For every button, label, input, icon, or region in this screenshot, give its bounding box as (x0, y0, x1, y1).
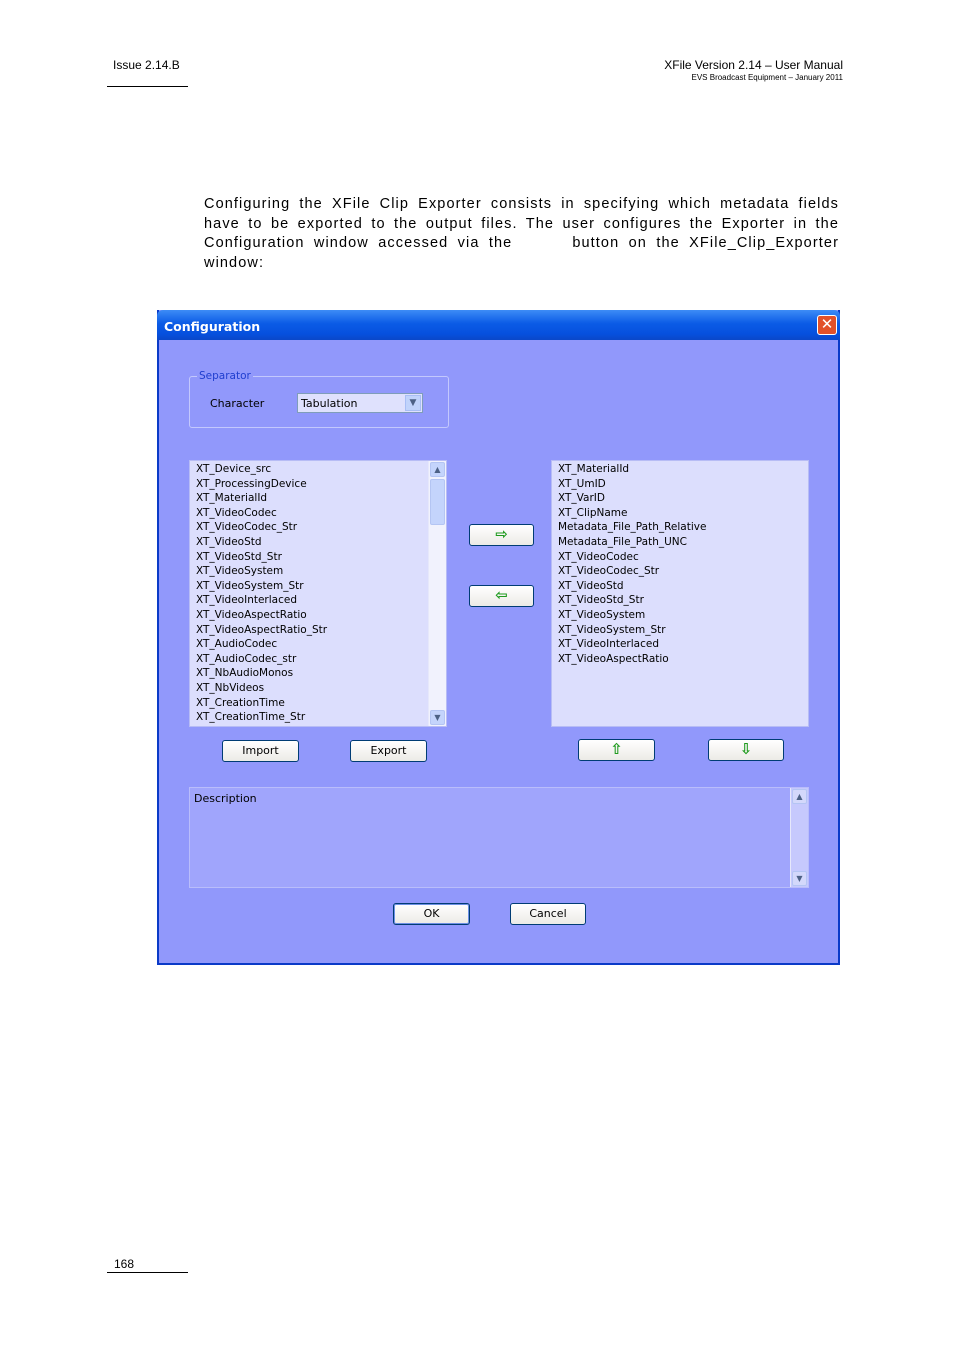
para-line-2: have to be exported to the output files. The user configures the Exporter in the (204, 215, 839, 232)
list-item[interactable]: XT_VarID (558, 492, 605, 505)
list-item[interactable]: XT_VideoSystem_Str (558, 623, 666, 636)
desc-scroll-up-icon[interactable]: ▲ (792, 789, 807, 804)
para-line-4: window: (204, 254, 265, 271)
list-item[interactable]: XT_VideoInterlaced (558, 638, 659, 651)
arrow-up-icon: ⇧ (610, 740, 623, 758)
list-item[interactable]: XT_Device_src (196, 463, 272, 475)
move-up-button[interactable] (578, 739, 655, 761)
cancel-button[interactable]: Cancel (510, 903, 586, 925)
intro-paragraph (204, 195, 839, 273)
list-item[interactable]: XT_VideoSystem_Str (196, 579, 304, 592)
header-rule (107, 86, 188, 87)
list-item[interactable]: XT_VideoCodec_Str (196, 521, 298, 534)
header-issue: Issue 2.14.B (113, 58, 180, 72)
scroll-up-icon[interactable]: ▲ (430, 462, 445, 477)
header-title: XFile Version 2.14 – User Manual (664, 58, 843, 72)
list-item[interactable]: XT_VideoStd_Str (558, 594, 644, 607)
import-button[interactable]: Import (222, 740, 299, 762)
arrow-left-icon: ⇦ (495, 586, 508, 604)
list-item[interactable]: Metadata_File_Path_Relative (558, 521, 707, 534)
header-title-block (664, 58, 843, 82)
close-icon[interactable]: ✕ (817, 315, 837, 335)
remove-field-button[interactable] (469, 585, 534, 607)
footer-rule (107, 1272, 188, 1273)
scroll-thumb[interactable] (430, 479, 445, 525)
list-item[interactable]: XT_AudioCodec_str (196, 652, 297, 665)
list-item[interactable]: XT_CreationTime_Str (196, 711, 306, 724)
list-item[interactable]: XT_NbVideos (196, 681, 265, 694)
list-item[interactable]: XT_VideoInterlaced (196, 594, 297, 607)
selected-fields-list[interactable] (551, 460, 809, 727)
list-item[interactable]: XT_AudioCodec (196, 638, 278, 651)
desc-scroll-down-icon[interactable]: ▼ (792, 871, 807, 886)
list-item[interactable]: XT_NbAudioMonos (196, 667, 294, 680)
description-label: Description (194, 792, 257, 805)
ok-button[interactable]: OK (393, 903, 470, 925)
page-number: 168 (114, 1257, 135, 1271)
arrow-right-icon: ⇨ (495, 525, 508, 543)
list-item[interactable]: Metadata_File_Path_UNC (558, 535, 687, 548)
description-scrollbar[interactable] (790, 788, 808, 887)
list-item[interactable]: XT_VideoStd (558, 579, 624, 592)
separator-legend: Separator (199, 370, 251, 382)
list-item[interactable]: XT_VideoAspectRatio (558, 652, 669, 665)
available-fields-items (190, 462, 327, 725)
list-item[interactable]: XT_UmID (558, 477, 606, 490)
character-select-value: Tabulation (301, 397, 358, 410)
list-item[interactable]: XT_VideoCodec (196, 506, 277, 519)
available-fields-list[interactable] (189, 460, 447, 727)
move-down-button[interactable] (708, 739, 784, 761)
list-item[interactable]: XT_VideoCodec (558, 550, 639, 563)
para-line-1: Configuring the XFile Clip Exporter consists in specifying which metadata fields (204, 196, 839, 212)
list-item[interactable]: XT_VideoStd (196, 535, 262, 548)
list-item[interactable]: XT_VideoSystem (558, 608, 646, 621)
list-item[interactable]: XT_VideoStd_Str (196, 550, 282, 563)
description-box[interactable] (189, 787, 809, 888)
para-line-3a: Configuration window accessed via the (204, 235, 513, 251)
list-item[interactable]: XT_ProcessingDevice (196, 477, 307, 490)
list-item[interactable]: XT_VideoAspectRatio (196, 608, 307, 621)
character-select[interactable] (297, 393, 423, 413)
list-item[interactable]: XT_VideoSystem (196, 565, 284, 578)
chevron-down-icon[interactable]: ▼ (405, 395, 421, 411)
title-bar[interactable] (157, 310, 840, 340)
add-field-button[interactable] (469, 524, 534, 546)
list-item[interactable]: XT_MaterialId (196, 492, 268, 505)
para-line-3 (204, 234, 839, 254)
export-button[interactable]: Export (350, 740, 427, 762)
header-subtitle: EVS Broadcast Equipment – January 2011 (691, 73, 843, 82)
scroll-down-icon[interactable]: ▼ (430, 710, 445, 725)
list-item[interactable]: XT_CreationTime (196, 696, 285, 709)
character-label: Character (210, 397, 265, 410)
selected-fields-items (552, 462, 706, 666)
list-item[interactable]: XT_MaterialId (558, 463, 630, 475)
arrow-down-icon: ⇩ (739, 740, 753, 758)
available-fields-scrollbar[interactable] (428, 461, 446, 726)
para-line-3b: button on the XFile_Clip_Exporter (572, 235, 839, 251)
separator-group (189, 370, 449, 428)
configuration-window (157, 310, 840, 965)
list-item[interactable]: XT_VideoCodec_Str (558, 565, 660, 578)
window-title: Configuration (164, 319, 261, 334)
list-item[interactable]: XT_VideoAspectRatio_Str (196, 623, 328, 636)
list-item[interactable]: XT_ClipName (558, 506, 628, 519)
